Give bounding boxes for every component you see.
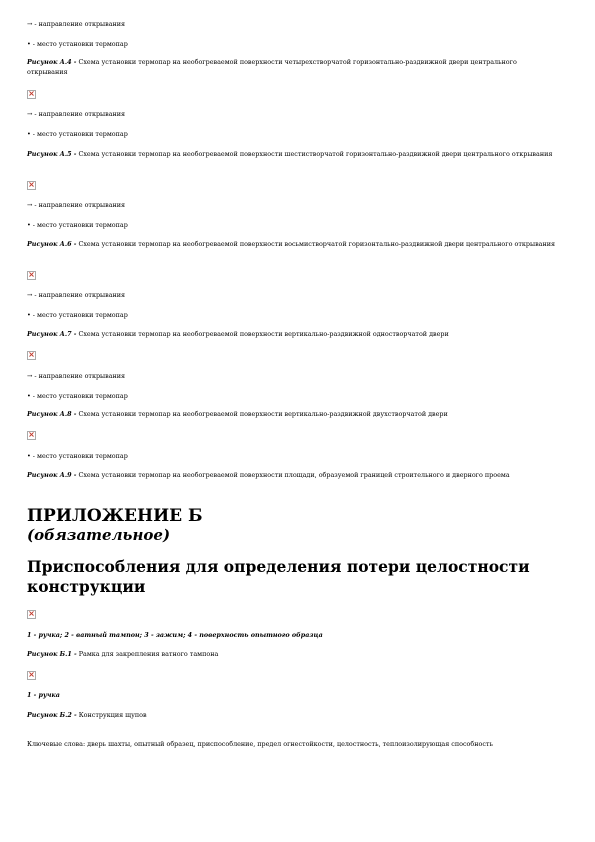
- figure-text: Схема установки термопар на необогреваемой поверхности шестистворчатой горизонтально-раздвижной двери центрального открывания: [78, 150, 553, 158]
- figure-label: Рисунок Б.2 -: [27, 711, 77, 719]
- legend-thermocouple-place: • - место установки термопар: [27, 130, 128, 138]
- broken-image-icon: [27, 671, 36, 680]
- legend-direction: → - направление открывания: [27, 291, 126, 299]
- broken-image-icon: [27, 181, 36, 190]
- figure-caption-b1: [27, 650, 557, 660]
- figure-label: Рисунок А.4 -: [27, 58, 77, 66]
- appendix-title: ПРИЛОЖЕНИЕ Б: [27, 506, 203, 526]
- figure-caption-a7: [27, 330, 557, 340]
- figure-label: Рисунок А.8 -: [27, 410, 77, 418]
- figure-text: Схема установки термопар на необогреваемой поверхности вертикально-раздвижной одностворчатой двери: [78, 330, 449, 338]
- figure-caption-a4: [27, 58, 557, 77]
- figure-caption-a6: [27, 240, 557, 250]
- figure-label: Рисунок А.9 -: [27, 471, 77, 479]
- figure-label: Рисунок А.7 -: [27, 330, 77, 338]
- figure-label: Рисунок А.6 -: [27, 240, 77, 248]
- appendix-status: (обязательное): [27, 526, 171, 544]
- broken-image-icon: [27, 90, 36, 99]
- figure-caption-a5: [27, 150, 557, 160]
- legend-thermocouple-place: • - место установки термопар: [27, 452, 128, 460]
- figure-text: Схема установки термопар на необогреваемой поверхности площади, образуемой границей строительного и дверного проема: [78, 471, 510, 479]
- figure-label: Рисунок Б.1 -: [27, 650, 77, 658]
- legend-thermocouple-place: • - место установки термопар: [27, 392, 128, 400]
- figure-text: Конструкция щупов: [78, 711, 147, 719]
- figure-text: Рамка для закрепления ватного тампона: [78, 650, 219, 658]
- section-title: Приспособления для определения потери целостности конструкции: [27, 557, 530, 596]
- legend-thermocouple-place: • - место установки термопар: [27, 311, 128, 319]
- legend-direction: → - направление открывания: [27, 110, 126, 118]
- broken-image-icon: [27, 431, 36, 440]
- legend-direction: → - направление открывания: [27, 372, 126, 380]
- legend-thermocouple-place: • - место установки термопар: [27, 40, 128, 48]
- figure-b2-legend: 1 - ручка: [27, 691, 60, 699]
- figure-text: Схема установки термопар на необогреваемой поверхности вертикально-раздвижной двухстворчатой двери: [78, 410, 448, 418]
- legend-direction: → - направление открывания: [27, 201, 126, 209]
- broken-image-icon: [27, 351, 36, 360]
- broken-image-icon: [27, 610, 36, 619]
- figure-caption-a9: [27, 471, 557, 481]
- figure-text: Схема установки термопар на необогреваемой поверхности восьмистворчатой горизонтально-раздвижной двери центрального открывания: [78, 240, 556, 248]
- figure-b1-legend: 1 - ручка; 2 - ватный тампон; 3 - зажим; 4 - поверхность опытного образца: [27, 631, 323, 639]
- broken-image-icon: [27, 271, 36, 280]
- figure-text: Схема установки термопар на необогреваемой поверхности четырехстворчатой горизонтально-раздвижной двери центрального открывания: [27, 58, 517, 76]
- keywords: Ключевые слова: дверь шахты, опытный образец, приспособление, предел огнестойкости, целостность, теплоизолирующая способность: [27, 740, 493, 748]
- legend-thermocouple-place: • - место установки термопар: [27, 221, 128, 229]
- figure-caption-a8: [27, 410, 557, 420]
- legend-direction: → - направление открывания: [27, 20, 126, 28]
- figure-label: Рисунок А.5 -: [27, 150, 77, 158]
- figure-caption-b2: [27, 711, 557, 721]
